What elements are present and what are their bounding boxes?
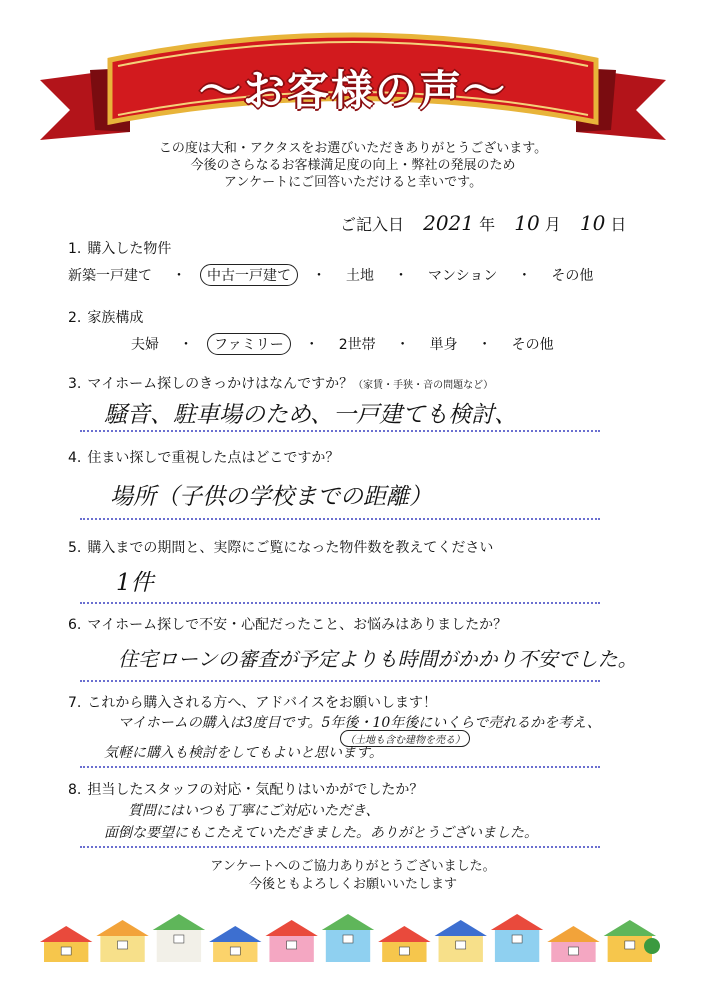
- date-month: 10: [514, 211, 540, 235]
- question-4: [68, 447, 339, 467]
- date-label: ご記入日: [340, 215, 405, 234]
- closing-line: アンケートへのご協力ありがとうございました。: [210, 859, 496, 874]
- question-number: 6.: [68, 617, 82, 633]
- q2-options: 夫婦 ・ ファミリー ・ 2世帯 ・ 単身 ・ その他: [125, 333, 560, 355]
- answer-3: 騒音、駐車場のため、一戸建ても検討、: [104, 402, 518, 428]
- house-icon: [491, 914, 543, 962]
- title-banner: [0, 0, 706, 150]
- house-icon: [322, 914, 374, 962]
- answer-7-insert: （土地も含む建物を売る）: [340, 730, 470, 747]
- house-icon: [378, 926, 430, 962]
- date-day: 10: [579, 211, 606, 235]
- question-number: 3.: [68, 376, 82, 392]
- option-land[interactable]: 土地: [346, 268, 374, 284]
- house-icon: [547, 926, 599, 962]
- question-number: 1.: [68, 241, 82, 257]
- question-number: 4.: [68, 450, 82, 466]
- q1-options: 新築一戸建て ・ 中古一戸建て ・ 土地 ・ マンション ・ その他: [62, 264, 599, 286]
- option-mansion[interactable]: マンション: [428, 268, 498, 284]
- tree-icon: [644, 938, 660, 954]
- intro-line: 今後のさらなるお客様満足度の向上・弊社の発展のため: [190, 158, 516, 173]
- entry-date: [340, 211, 626, 235]
- question-number: 2.: [68, 310, 82, 326]
- houses-illustration: [40, 906, 660, 966]
- option-single[interactable]: 単身: [429, 337, 458, 353]
- closing-line: 今後ともよろしくお願いいたします: [248, 877, 457, 892]
- option-other[interactable]: その他: [511, 337, 554, 353]
- answer-line: [80, 846, 600, 848]
- question-label: 住まい探しで重視した点はどこですか？: [87, 450, 340, 466]
- closing-text: [0, 858, 706, 894]
- question-5: [68, 537, 493, 557]
- answer-8-line-1: 質問にはいつも丁寧にご対応いただき、: [128, 803, 380, 819]
- option-couple[interactable]: 夫婦: [131, 337, 159, 353]
- question-number: 5.: [68, 540, 82, 556]
- answer-5: 1件: [116, 570, 154, 596]
- question-7: [68, 692, 437, 712]
- date-month-unit: 月: [544, 215, 561, 234]
- intro-text: [0, 140, 706, 191]
- option-other[interactable]: その他: [551, 268, 594, 284]
- question-number: 8.: [68, 782, 82, 798]
- question-2: [68, 307, 143, 327]
- house-icon: [96, 920, 148, 962]
- question-label: マイホーム探しで不安・心配だったこと、お悩みはありましたか？: [87, 617, 508, 633]
- question-1: [68, 238, 171, 258]
- question-label: 担当したスタッフの対応・気配りはいかがでしたか？: [87, 782, 424, 798]
- house-icon: [265, 920, 317, 962]
- answer-6: 住宅ローンの審査が予定よりも時間がかかり不安でした。: [118, 647, 638, 671]
- date-day-unit: 日: [610, 215, 627, 234]
- option-used-house[interactable]: 中古一戸建て: [200, 264, 298, 286]
- question-label: これから購入される方へ、アドバイスをお願いします！: [87, 695, 437, 711]
- house-icon: [209, 926, 261, 962]
- page-title: 〜お客様の声〜: [198, 66, 507, 115]
- option-family[interactable]: ファミリー: [207, 333, 291, 355]
- house-icon: [153, 914, 205, 962]
- question-number: 7.: [68, 695, 82, 711]
- question-6: [68, 614, 507, 634]
- answer-line: [80, 766, 600, 768]
- answer-7-line-1: マイホームの購入は3度目です。5年後・10年後にいくらで売れるかを考え、: [118, 715, 601, 731]
- intro-line: アンケートにご回答いただけると幸いです。: [223, 175, 483, 190]
- answer-4: 場所（子供の学校までの距離）: [110, 484, 432, 510]
- question-label: 購入した物件: [87, 241, 172, 257]
- answer-8-line-2: 面倒な要望にもこたえていただきました。ありがとうございました。: [104, 825, 538, 841]
- answer-line: [80, 680, 600, 682]
- option-two-generation[interactable]: 2世帯: [338, 337, 376, 353]
- question-label: 購入までの期間と、実際にご覧になった物件数を教えてください: [87, 540, 494, 556]
- question-hint: （家賃・手狭・音の問題など）: [353, 380, 494, 391]
- answer-7-line-2: 気軽に購入も検討をしてもよいと思います。: [104, 745, 383, 761]
- question-label: 家族構成: [87, 310, 144, 326]
- intro-line: この度は大和・アクタスをお選びいただきありがとうございます。: [158, 141, 548, 156]
- house-icon: [435, 920, 487, 962]
- question-8: [68, 779, 423, 799]
- date-year-unit: 年: [479, 215, 496, 234]
- question-label: マイホーム探しのきっかけはなんですか？: [87, 376, 354, 392]
- house-icon: [40, 926, 92, 962]
- date-year: 2021: [423, 211, 475, 235]
- answer-line: [80, 602, 600, 604]
- question-3: [68, 373, 493, 393]
- answer-line: [80, 518, 600, 520]
- answer-line: [80, 430, 600, 432]
- option-new-house[interactable]: 新築一戸建て: [68, 268, 152, 284]
